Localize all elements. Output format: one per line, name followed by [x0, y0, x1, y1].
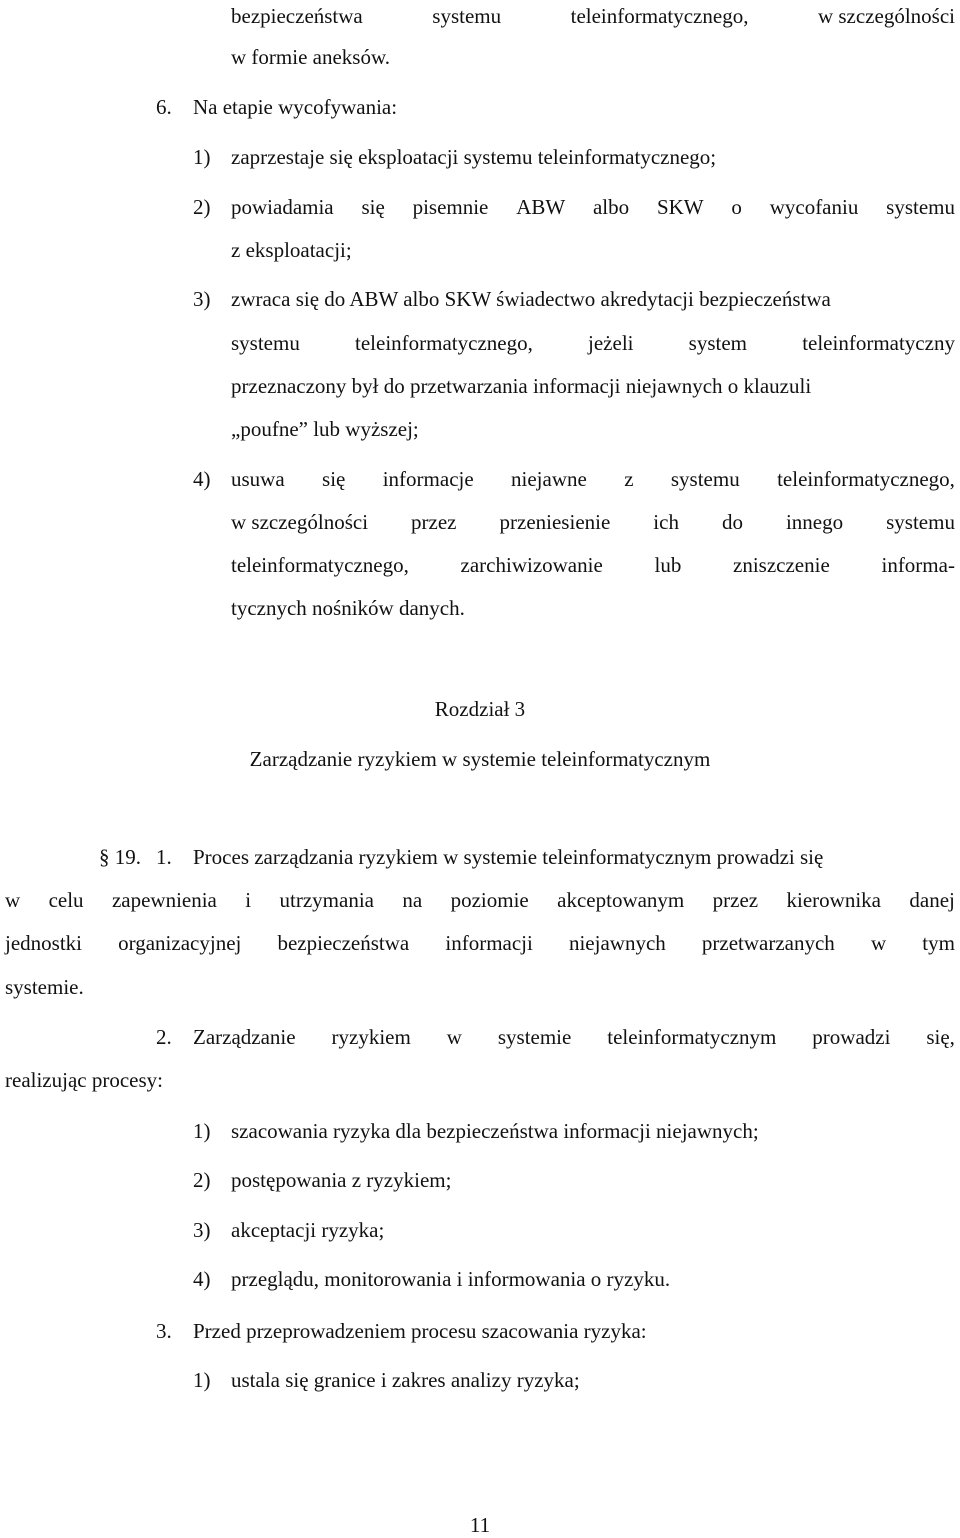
word: bezpieczeństwa	[231, 4, 363, 28]
word: teleinformatyczny	[802, 331, 955, 355]
point-3-item-1-text: ustala się granice i zakres analizy ryzyka;	[231, 1368, 580, 1392]
word: w	[870, 931, 887, 955]
point-2-item-2-text: postępowania z ryzykiem;	[231, 1168, 452, 1192]
word: albo	[592, 195, 630, 219]
point-3-item-1-number: 1)	[193, 1368, 211, 1392]
item-6-4-number: 4)	[193, 467, 211, 491]
point-2-number: 2.	[156, 1025, 172, 1049]
item-6-3-line-3: przeznaczony był do przetwarzania informacji niejawnych o klauzuli	[231, 374, 812, 398]
word: pisemnie	[412, 195, 489, 219]
item-6-4-line-1	[231, 466, 955, 492]
item-6-number: 6.	[156, 95, 172, 119]
word: się,	[926, 1025, 955, 1049]
word: tym	[922, 931, 955, 955]
word: zarchiwizowanie	[460, 553, 603, 577]
word: jeżeli	[588, 331, 634, 355]
word: o	[731, 195, 742, 219]
point-2-item-1-text: szacowania ryzyka dla bezpieczeństwa informacji niejawnych;	[231, 1119, 759, 1143]
word: organizacyjnej	[118, 931, 242, 955]
word: celu	[48, 888, 84, 912]
word: kierownika	[786, 888, 881, 912]
word: przez	[712, 888, 759, 912]
word: usuwa	[231, 467, 285, 491]
point-2-item-4-text: przeglądu, monitorowania i informowania o ryzyku.	[231, 1267, 671, 1291]
word: bezpieczeństwa	[277, 931, 410, 955]
continuation-line-2: w formie aneksów.	[231, 45, 391, 69]
word: ryzykiem	[331, 1025, 411, 1049]
word: systemu	[670, 467, 740, 491]
word: systemu	[231, 331, 300, 355]
word: w szczególności	[817, 4, 955, 28]
word: ABW	[516, 195, 566, 219]
word: do	[721, 510, 743, 534]
word: system	[688, 331, 748, 355]
point-1-line-3	[5, 930, 955, 956]
word: informa-	[881, 553, 955, 577]
point-1-number: 1.	[156, 845, 172, 869]
point-1-line-2	[5, 887, 955, 913]
word: w	[446, 1025, 462, 1049]
section-mark: § 19.	[99, 845, 141, 869]
word: teleinformatycznego,	[777, 467, 955, 491]
word: teleinformatycznego,	[355, 331, 533, 355]
word: danej	[909, 888, 955, 912]
word: teleinformatycznego,	[231, 553, 409, 577]
point-1-line-4: systemie.	[5, 975, 84, 999]
word: poziomie	[450, 888, 529, 912]
continuation-line-1	[231, 3, 955, 29]
word: prowadzi	[812, 1025, 891, 1049]
word: na	[402, 888, 423, 912]
word: niejawne	[511, 467, 587, 491]
point-2-item-4-number: 4)	[193, 1267, 211, 1291]
word: powiadamia	[231, 195, 334, 219]
word: lub	[654, 553, 682, 577]
word: zniszczenie	[733, 553, 830, 577]
point-1-line-1: Proces zarządzania ryzykiem w systemie teleinformatycznym prowadzi się	[193, 845, 824, 869]
item-6-1-number: 1)	[193, 145, 211, 169]
chapter-title: Zarządzanie ryzykiem w systemie teleinformatycznym	[249, 747, 711, 771]
word: w szczególności	[231, 510, 369, 534]
word: przeniesienie	[499, 510, 611, 534]
word: i	[245, 888, 252, 912]
word: innego	[785, 510, 844, 534]
item-6-2-line-2: z eksploatacji;	[231, 238, 352, 262]
item-6-1-text: zaprzestaje się eksploatacji systemu teleinformatycznego;	[231, 145, 717, 169]
word: informacji	[445, 931, 533, 955]
item-6-2-line-1	[231, 194, 955, 220]
point-2-line-2: realizując procesy:	[5, 1068, 163, 1092]
word: przetwarzanych	[701, 931, 835, 955]
word: systemie	[497, 1025, 572, 1049]
word: akceptowanym	[557, 888, 685, 912]
word: systemu	[432, 4, 502, 28]
word: teleinformatycznym	[607, 1025, 777, 1049]
point-2-line-1	[193, 1024, 955, 1050]
word: systemu	[886, 510, 955, 534]
word: przez	[411, 510, 457, 534]
word: utrzymania	[279, 888, 374, 912]
point-3-number: 3.	[156, 1319, 172, 1343]
word: systemu	[886, 195, 955, 219]
point-2-item-1-number: 1)	[193, 1119, 211, 1143]
word: wycofaniu	[769, 195, 859, 219]
word: zapewnienia	[111, 888, 217, 912]
item-6-3-line-1: zwraca się do ABW albo SKW świadectwo akredytacji bezpieczeństwa	[231, 287, 831, 311]
point-2-item-3-text: akceptacji ryzyka;	[231, 1218, 385, 1242]
word: Zarządzanie	[193, 1025, 296, 1049]
item-6-heading: Na etapie wycofywania:	[193, 95, 398, 119]
item-6-2-number: 2)	[193, 195, 211, 219]
page-number: 11	[469, 1513, 491, 1537]
word: niejawnych	[568, 931, 666, 955]
item-6-4-line-2	[231, 509, 955, 535]
point-2-item-3-number: 3)	[193, 1218, 211, 1242]
word: z	[624, 467, 634, 491]
point-3-text: Przed przeprowadzeniem procesu szacowania ryzyka:	[193, 1319, 647, 1343]
item-6-4-line-4: tycznych nośników danych.	[231, 596, 465, 620]
word: się	[361, 195, 385, 219]
word: się	[322, 467, 346, 491]
word: informacje	[382, 467, 474, 491]
word: SKW	[656, 195, 704, 219]
item-6-3-number: 3)	[193, 287, 211, 311]
word: jednostki	[5, 931, 82, 955]
item-6-4-line-3	[231, 552, 955, 578]
word: teleinformatycznego,	[570, 4, 749, 28]
chapter-label: Rozdział 3	[434, 697, 526, 721]
item-6-3-line-4: „poufne” lub wyższej;	[231, 417, 419, 441]
word: ich	[653, 510, 679, 534]
point-2-item-2-number: 2)	[193, 1168, 211, 1192]
item-6-3-line-2	[231, 330, 955, 356]
word: w	[5, 888, 21, 912]
